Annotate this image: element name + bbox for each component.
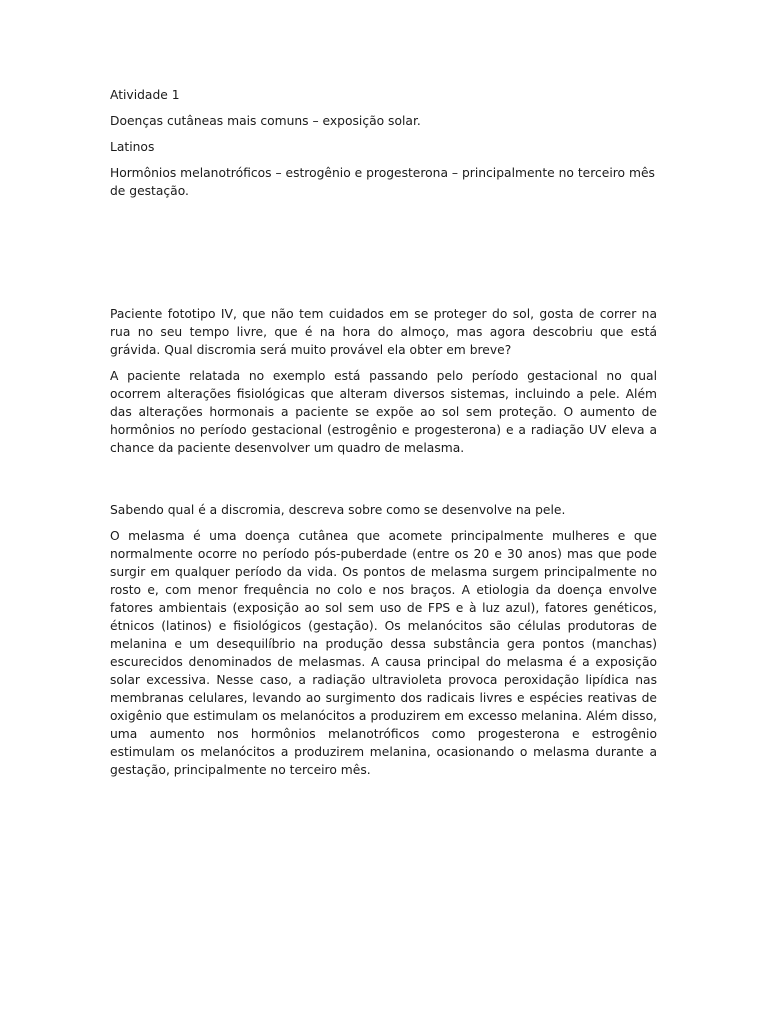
question-1: Paciente fototipo IV, que não tem cuidados em se proteger do sol, gosta de correr na rua no seu tempo livre, que é na hora do almoço, mas agora descobriu que está grávida. Qual discromia será muito provável ela obter em breve?	[110, 307, 657, 357]
document-title: Atividade 1	[110, 88, 180, 102]
paragraph-hormones: Hormônios melanotróficos – estrogênio e progesterona – principalmente no terceiro mês de gestação.	[110, 166, 655, 198]
answer-1: A paciente relatada no exemplo está passando pelo período gestacional no qual ocorrem alterações fisiológicas que alteram diversos sistemas, incluindo a pele. Além das alterações hormonais a paciente se expõe ao sol sem proteção. O aumento de hormônios no período gestacional (estrogênio e progesterona) e a radiação UV eleva a chance da paciente desenvolver um quadro de melasma.	[110, 369, 657, 455]
spacer	[110, 208, 657, 305]
document-body	[110, 86, 657, 787]
question-2: Sabendo qual é a discromia, descreva sobre como se desenvolve na pele.	[110, 503, 566, 517]
paragraph-skin-diseases: Doenças cutâneas mais comuns – exposição solar.	[110, 114, 421, 128]
paragraph-latinos: Latinos	[110, 140, 155, 154]
spacer	[110, 465, 657, 501]
answer-2: O melasma é uma doença cutânea que acomete principalmente mulheres e que normalmente ocorre no período pós-puberdade (entre os 20 e 30 anos) mas que pode surgir em qualquer período da vida. Os pontos de melasma surgem principalmente no rosto e, com menor frequência no colo e nos braços. A etiologia da doença envolve fatores ambientais (exposição ao sol sem uso de FPS e à luz azul), fatores genéticos, étnicos (latinos) e fisiológicos (gestação). Os melanócitos são células produtoras de melanina e um desequilíbrio na produção dessa substância gera pontos (manchas) escurecidos denominados de melasmas. A causa principal do melasma é a exposição solar excessiva. Nesse caso, a radiação ultravioleta provoca peroxidação lipídica nas membranas celulares, levando ao surgimento dos radicais livres e espécies reativas de oxigênio que estimulam os melanócitos a produzirem em excesso melanina. Além disso, uma aumento nos hormônios melanotróficos como progesterona e estrogênio estimulam os melanócitos a produzirem melanina, ocasionando o melasma durante a gestação, principalmente no terceiro mês.	[110, 529, 657, 777]
